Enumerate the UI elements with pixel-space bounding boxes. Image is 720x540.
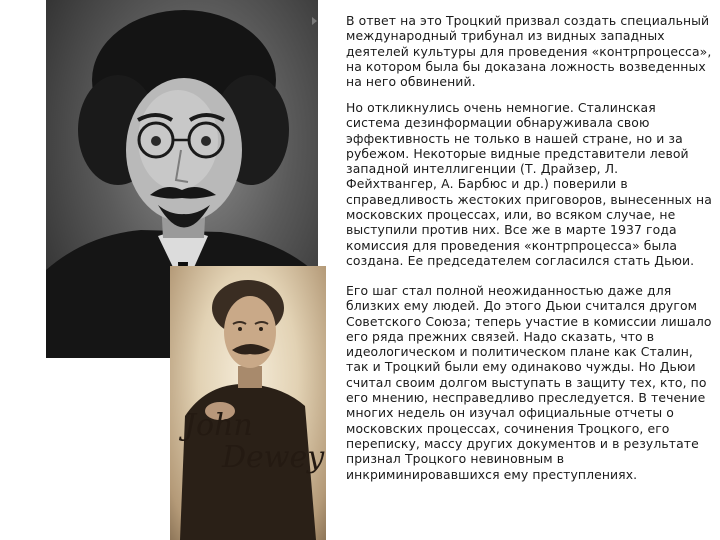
dewey-signature: John Dewey — [184, 408, 325, 475]
bullet-marker — [312, 17, 317, 25]
dewey-portrait — [170, 266, 326, 540]
paragraph-1: В ответ на это Троцкий призвал создать специальный международный трибунал из видных западных деятелей культуры для проведения «контрпроцесса», на котором была бы доказана ложность возведенных на него обвинений. — [346, 13, 712, 90]
paragraph-2: Но откликнулись очень немногие. Сталинская система дезинформации обнаруживала свою эффективность не только в нашей стране, но и за рубежом. Некоторые видные представители левой западной интеллигенции (Т. Драйзер, Л. Фейхтвангер, А. Барбюс и др.) поверили в справедливость жестоких приговоров, вынесенных на московских процессах, или, во всяком случае, не выступили против них. Все же в марте 1937 года комиссия для проведения «контрпроцесса» была создана. Ее председателем согласился стать Дьюи. — [346, 100, 712, 268]
paragraph-3: Его шаг стал полной неожиданностью даже для близких ему людей. До этого Дьюи считался другом Советского Союза; теперь участие в комиссии лишало его ряда прежних связей. Надо сказать, что в идеологическом и политическом плане как Сталин, так и Троцкий были ему одинаково чужды. Но Дьюи считал своим долгом выступать в защиту тех, кто, по его мнению, несправедливо преследуется. В течение многих недель он изучал официальные отчеты о московских процессах, сочинения Троцкого, его переписку, массу других документов и в результате признал Троцкого невиновным в инкриминировавшихся ему преступлениях. — [346, 283, 712, 482]
